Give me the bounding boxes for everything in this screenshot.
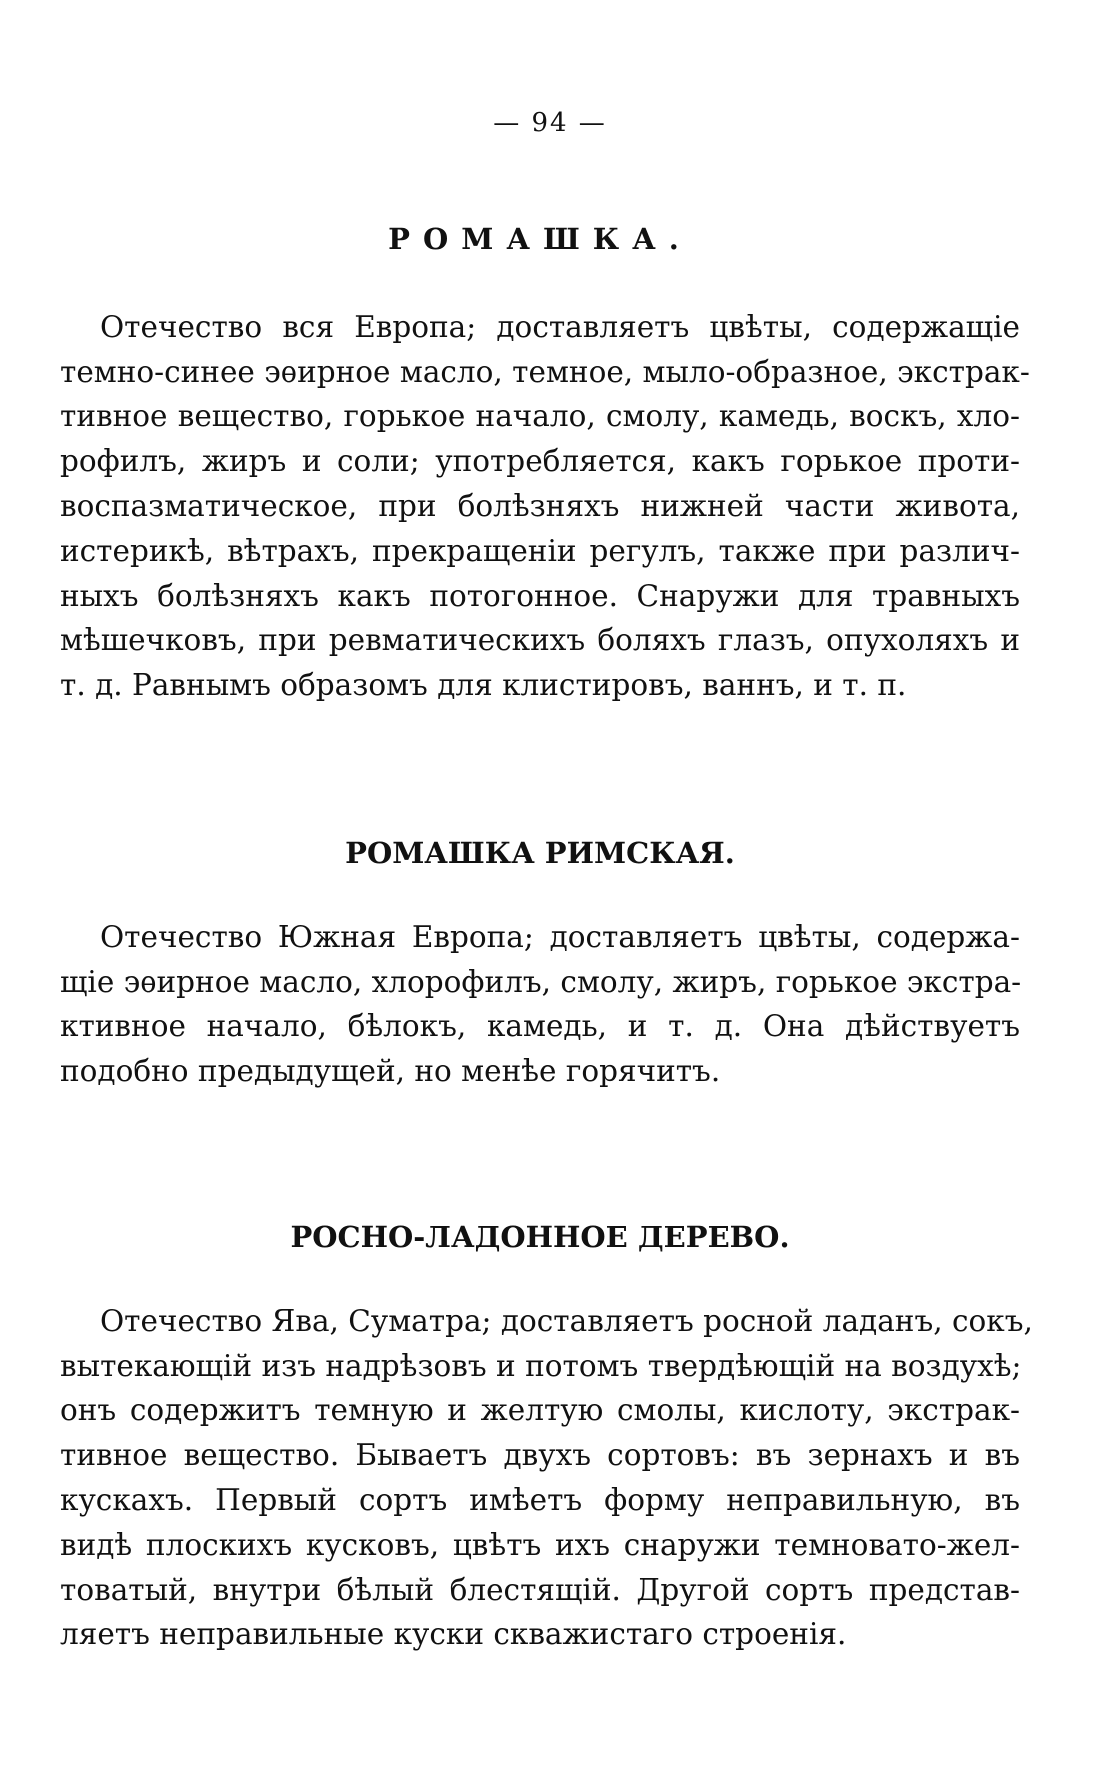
text-line: кускахъ. Первый сортъ имѣетъ форму неправильную, въ	[60, 1482, 1020, 1517]
article-body	[60, 305, 1030, 708]
text-line: вытекающій изъ надрѣзовъ и потомъ твердѣющій на воздухѣ;	[60, 1348, 1022, 1383]
article-title: РОМАШКА.	[388, 222, 692, 256]
text-line: истерикѣ, вѣтрахъ, прекращеніи регулъ, также при различ-	[60, 533, 1020, 568]
text-line: Отечество вся Европа; доставляетъ цвѣты, содержащіе	[100, 309, 1020, 344]
article-body	[60, 1299, 1033, 1657]
text-line: тивное вещество. Бываетъ двухъ сортовъ: въ зернахъ и въ	[60, 1438, 1020, 1473]
text-line: ктивное начало, бѣлокъ, камедь, и т. д. Она дѣйствуетъ	[60, 1009, 1020, 1044]
article-chamomile	[60, 222, 1030, 708]
text-line: Отечество Ява, Суматра; доставляетъ росной ладанъ, сокъ,	[100, 1303, 1033, 1338]
text-line: онъ содержитъ темную и желтую смолы, кислоту, экстрак-	[60, 1393, 1020, 1428]
text-line: мѣшечковъ, при ревматическихъ боляхъ глазъ, опухоляхъ и	[60, 623, 1020, 658]
text-line: т. д. Равнымъ образомъ для клистировъ, ваннъ, и т. п.	[60, 668, 907, 703]
text-line: тивное вещество, горькое начало, смолу, камедь, воскъ, хло-	[60, 399, 1020, 434]
text-line: ляетъ неправильные куски скважистаго строенія.	[60, 1617, 847, 1652]
text-line: щіе эѳирное масло, хлорофилъ, смолу, жиръ, горькое экстра-	[60, 964, 1022, 999]
text-line: Отечество Южная Европа; доставляетъ цвѣты, содержа-	[100, 919, 1020, 954]
article-roman-chamomile	[60, 836, 1020, 1094]
text-line: товатый, внутри бѣлый блестящій. Другой сортъ представ-	[60, 1572, 1020, 1607]
article-benzoin-tree	[60, 1220, 1033, 1657]
text-line: рофилъ, жиръ и соли; употребляется, какъ горькое проти-	[60, 444, 1020, 479]
page-number: — 94 —	[493, 108, 607, 138]
text-line: темно-синее эѳирное масло, темное, мыло-образное, экстрак-	[60, 354, 1030, 389]
article-title: РОМАШКА РИМСКАЯ.	[345, 836, 735, 870]
text-line: видѣ плоскихъ кусковъ, цвѣтъ ихъ снаружи темновато-жел-	[60, 1527, 1020, 1562]
article-title: РОСНО-ЛАДОННОЕ ДЕРЕВО.	[290, 1220, 790, 1254]
article-body	[60, 915, 1020, 1094]
text-line: подобно предыдущей, но менѣе горячитъ.	[60, 1054, 721, 1089]
text-line: ныхъ болѣзняхъ какъ потогонное. Снаружи для травныхъ	[60, 578, 1020, 613]
text-line: воспазматическое, при болѣзняхъ нижней части живота,	[60, 488, 1020, 523]
